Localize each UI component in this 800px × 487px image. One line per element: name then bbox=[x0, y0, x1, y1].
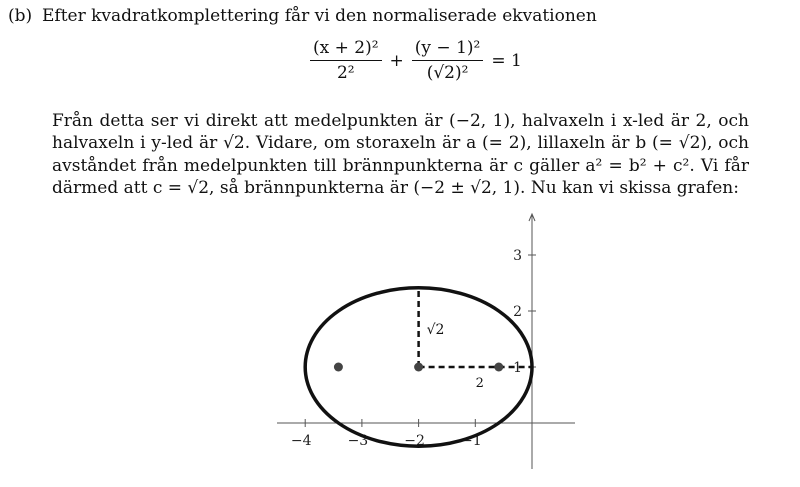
focus-right-point bbox=[494, 363, 503, 372]
paragraph-line: därmed att c = √2, så brännpunkterna är (−2 ± √2, 1). Nu kan vi skissa grafen: bbox=[52, 177, 739, 198]
x-tick-label: −3 bbox=[347, 433, 369, 449]
equation-rhs: = 1 bbox=[491, 50, 522, 71]
y-tick-label: 3 bbox=[513, 248, 522, 264]
focus-left-point bbox=[334, 363, 343, 372]
intro-text: Efter kvadratkomplettering får vi den normaliserade ekvationen bbox=[42, 6, 597, 26]
y-tick-label: 2 bbox=[513, 304, 522, 320]
center-point bbox=[414, 363, 423, 372]
paragraph-line: halvaxeln i y-led är √2. Vidare, om storaxeln är a (= 2), lillaxeln är b (= √2), och bbox=[52, 133, 749, 154]
sqrt2-label: √2 bbox=[426, 322, 445, 338]
x-tick-label: −2 bbox=[404, 433, 425, 449]
numerator-x: (x + 2)² bbox=[310, 38, 382, 61]
x-tick-label: −4 bbox=[290, 433, 312, 449]
denominator-y: (√2)² bbox=[426, 63, 469, 83]
plus-sign: + bbox=[389, 50, 404, 71]
two-label: 2 bbox=[475, 376, 484, 391]
item-label: (b) bbox=[8, 6, 33, 26]
x-tick-label: −1 bbox=[460, 433, 482, 449]
numerator-y: (y − 1)² bbox=[412, 38, 484, 61]
y-tick-label: 1 bbox=[513, 360, 522, 376]
paragraph-line: Från detta ser vi direkt att medelpunkten är (−2, 1), halvaxeln i x-led är 2, och bbox=[52, 111, 749, 131]
denominator-x: 2² bbox=[336, 63, 355, 83]
paragraph-line: avståndet från medelpunkten till brännpunkterna är c gäller a² = b² + c². Vi får bbox=[52, 155, 749, 176]
